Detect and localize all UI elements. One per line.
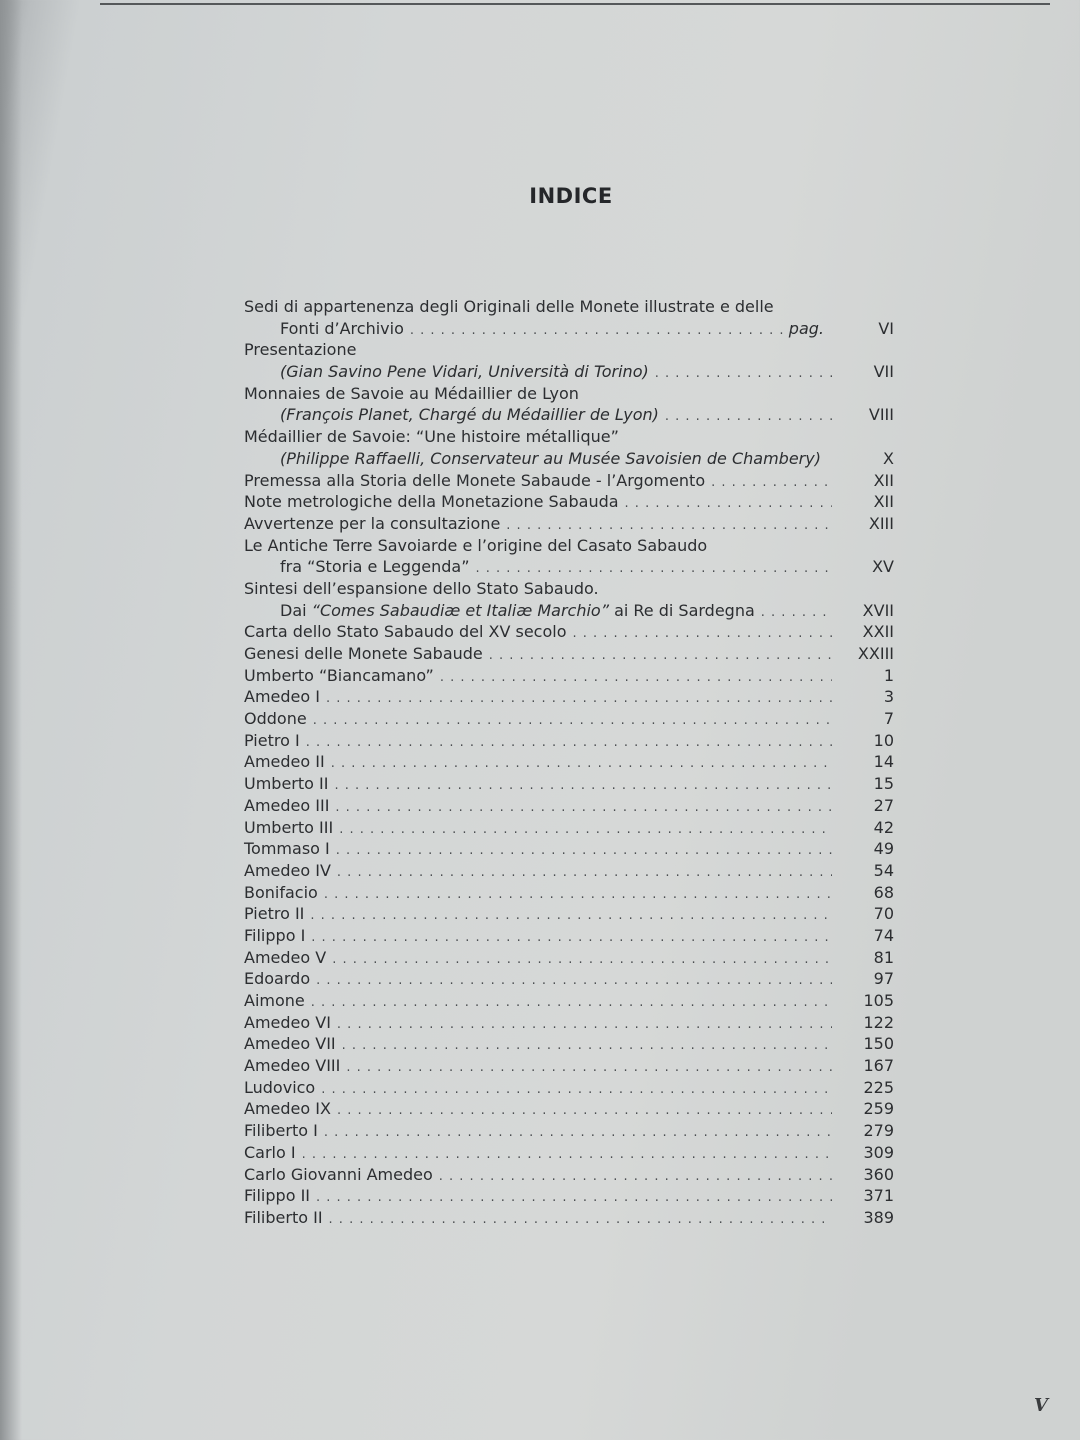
- toc-entry-label-part: ai Re di Sardegna: [608, 600, 755, 620]
- toc-entry: [244, 817, 894, 839]
- toc-entry-label: Avvertenze per la consultazione: [244, 513, 501, 533]
- toc-entry-label: [280, 600, 755, 622]
- dot-leader: [346, 1057, 832, 1079]
- toc-page-number: XXII: [862, 622, 894, 642]
- toc-line: [244, 838, 894, 860]
- toc-line: [244, 795, 894, 817]
- toc-entry-label: Carlo I: [244, 1142, 296, 1162]
- toc-page-number: 150: [863, 1034, 894, 1054]
- dot-leader: [321, 1079, 832, 1101]
- toc-entry-label: Fonti d’Archivio: [280, 318, 404, 338]
- toc-page-number: 68: [873, 882, 894, 902]
- toc-page-number: 225: [863, 1077, 894, 1097]
- toc-line: [244, 448, 894, 470]
- dot-leader: [625, 493, 832, 515]
- toc-line: [244, 730, 894, 752]
- toc-line: [244, 1142, 894, 1164]
- toc-page-number: 371: [863, 1186, 894, 1206]
- toc-entry: [244, 665, 894, 687]
- toc-entry: [244, 513, 894, 535]
- toc-entry: [244, 1033, 894, 1055]
- toc-line: [244, 1098, 894, 1120]
- toc-line: [244, 925, 894, 947]
- toc-page-number: 279: [863, 1121, 894, 1141]
- dot-leader: [302, 1144, 832, 1166]
- page-gutter-shadow: [0, 0, 22, 1440]
- toc-entry-label: Carta dello Stato Sabaudo del XV secolo: [244, 622, 567, 642]
- dot-leader: [332, 949, 832, 971]
- dot-leader: [336, 840, 832, 862]
- dot-leader: [711, 472, 832, 494]
- toc-entry: [244, 643, 894, 665]
- toc-entry-label: Sintesi dell’espansione dello Stato Sabaudo.: [244, 578, 599, 598]
- toc-entry: [244, 383, 894, 426]
- toc-page-number: 10: [873, 730, 894, 750]
- toc-entry-label-emphasis: “Comes Sabaudiæ et Italiæ Marchio”: [311, 600, 609, 620]
- toc-entry: [244, 968, 894, 990]
- toc-page-number: XV: [872, 557, 894, 577]
- toc-page-number: 42: [873, 817, 894, 837]
- toc-entry-label: Aimone: [244, 991, 305, 1010]
- toc-entry: [244, 1142, 894, 1164]
- toc-entry-label: Edoardo: [244, 969, 311, 989]
- toc-line: [244, 968, 894, 990]
- toc-line: [244, 1012, 894, 1034]
- toc-entry: [244, 990, 894, 1012]
- toc-entry-label: Presentazione: [244, 340, 357, 360]
- dot-leader: [311, 992, 832, 1014]
- toc-entry: [244, 535, 894, 578]
- toc-line: [244, 556, 894, 578]
- toc-entry-label: Genesi delle Monete Sabaude: [244, 644, 483, 663]
- toc-line: [244, 600, 894, 622]
- table-of-contents: [244, 296, 894, 1229]
- toc-entry-label: Filippo II: [244, 1186, 310, 1206]
- toc-page-number: 389: [863, 1207, 894, 1227]
- toc-entry-label: Filiberto I: [244, 1121, 318, 1141]
- toc-entry: [244, 708, 894, 730]
- toc-entry-label: Filiberto II: [244, 1207, 323, 1227]
- toc-entry-label: Umberto “Biancamano”: [244, 665, 434, 685]
- toc-line: [244, 1207, 894, 1229]
- dot-leader: [316, 1187, 832, 1209]
- toc-entry: [244, 773, 894, 795]
- toc-entry-label: Premessa alla Storia delle Monete Sabaude - l’Argomento: [244, 470, 706, 490]
- toc-entry-label: Amedeo VIII: [244, 1056, 341, 1076]
- page-folio: V: [1034, 1395, 1048, 1416]
- toc-entry: [244, 1185, 894, 1207]
- toc-line: [244, 773, 894, 795]
- toc-line: [244, 404, 894, 426]
- toc-entry: [244, 860, 894, 882]
- toc-entry-label: Umberto III: [244, 817, 334, 837]
- toc-entry-label: Le Antiche Terre Savoiarde e l’origine del Casato Sabaudo: [244, 535, 708, 555]
- toc-entry: [244, 730, 894, 752]
- toc-entry: [244, 882, 894, 904]
- toc-page-number: 97: [873, 969, 894, 989]
- toc-entry-label: Carlo Giovanni Amedeo: [244, 1164, 433, 1184]
- toc-entry: [244, 1164, 894, 1186]
- dot-leader: [339, 819, 832, 841]
- dot-leader: [475, 558, 832, 580]
- dot-leader: [313, 710, 832, 732]
- toc-entry-label: Amedeo IX: [244, 1099, 331, 1119]
- toc-line: [244, 383, 894, 405]
- dot-leader: [337, 1014, 832, 1036]
- toc-line: [244, 882, 894, 904]
- toc-page-number: 27: [873, 795, 894, 815]
- dot-leader: [331, 753, 832, 775]
- toc-entry-label: (François Planet, Chargé du Médaillier de Lyon): [280, 405, 659, 425]
- dot-leader: [665, 406, 832, 428]
- toc-entry: [244, 795, 894, 817]
- toc-page-number: VI: [878, 318, 894, 338]
- dot-leader: [440, 667, 832, 689]
- toc-page-number: X: [883, 448, 894, 468]
- dot-leader: [311, 927, 832, 949]
- toc-line: [244, 318, 894, 340]
- toc-entry: [244, 903, 894, 925]
- dot-leader: [761, 602, 832, 624]
- toc-entry-label-part: Dai: [280, 600, 312, 620]
- toc-entry: [244, 1120, 894, 1142]
- toc-entry-label: Tommaso I: [244, 839, 330, 859]
- toc-entry: [244, 339, 894, 382]
- toc-page-number: 15: [873, 774, 894, 794]
- toc-line: [244, 535, 894, 557]
- toc-page-number: XXIII: [857, 644, 894, 663]
- toc-line: [244, 903, 894, 925]
- dot-leader: [337, 1100, 832, 1122]
- dot-leader: [342, 1035, 832, 1057]
- dot-leader: [655, 363, 832, 385]
- dot-leader: [316, 970, 832, 992]
- toc-line: [244, 686, 894, 708]
- toc-line: [244, 1164, 894, 1186]
- toc-entry-label: Amedeo IV: [244, 860, 331, 880]
- toc-line: [244, 860, 894, 882]
- toc-entry-label: Amedeo I: [244, 687, 320, 707]
- toc-entry: [244, 426, 894, 469]
- toc-entry: [244, 925, 894, 947]
- toc-entry-label: Note metrologiche della Monetazione Sabauda: [244, 492, 619, 512]
- dot-leader: [324, 884, 832, 906]
- toc-page-number: VII: [873, 362, 894, 382]
- toc-entry-label: Amedeo VII: [244, 1034, 336, 1054]
- toc-line: [244, 296, 894, 318]
- toc-page-number: 74: [873, 925, 894, 945]
- toc-entry-label: Ludovico: [244, 1077, 316, 1097]
- dot-leader: [306, 732, 832, 754]
- dot-leader: [324, 1122, 832, 1144]
- toc-page-number: 81: [873, 947, 894, 967]
- toc-page-number: XIII: [868, 513, 894, 533]
- toc-entry-label: Amedeo II: [244, 752, 325, 772]
- toc-line: [244, 990, 894, 1012]
- dot-leader: [572, 623, 832, 645]
- toc-page-number: 14: [873, 752, 894, 772]
- toc-entry-label: (Gian Savino Pene Vidari, Università di Torino): [280, 362, 649, 382]
- toc-entry: [244, 1077, 894, 1099]
- toc-page-number: 259: [863, 1099, 894, 1119]
- dot-leader: [329, 1209, 832, 1231]
- toc-page-number: XII: [873, 470, 894, 490]
- toc-entry-label: Bonifacio: [244, 882, 318, 902]
- toc-entry-label: (Philippe Raffaelli, Conservateur au Musée Savoisien de Chambery): [280, 448, 821, 468]
- dot-leader: [410, 320, 783, 342]
- toc-entry: [244, 1098, 894, 1120]
- toc-line: [244, 513, 894, 535]
- toc-line: [244, 643, 894, 665]
- toc-entry-label: Amedeo VI: [244, 1012, 331, 1032]
- toc-entry-label: Amedeo V: [244, 947, 327, 967]
- toc-page-number: VIII: [868, 405, 894, 425]
- toc-page-number: 3: [883, 687, 894, 707]
- dot-leader: [439, 1166, 832, 1188]
- toc-entry: [244, 947, 894, 969]
- toc-line: [244, 1077, 894, 1099]
- toc-page-number: 54: [873, 860, 894, 880]
- toc-line: [244, 817, 894, 839]
- toc-entry-label: Amedeo III: [244, 795, 330, 815]
- toc-line: [244, 578, 894, 600]
- toc-entry-label: Sedi di appartenenza degli Originali delle Monete illustrate e delle: [244, 297, 774, 316]
- toc-entry: [244, 751, 894, 773]
- toc-line: [244, 491, 894, 513]
- dot-leader: [335, 797, 832, 819]
- toc-line: [244, 947, 894, 969]
- toc-entry-label: Oddone: [244, 709, 307, 729]
- toc-page-number: 122: [863, 1012, 894, 1032]
- dot-leader: [326, 688, 832, 710]
- toc-entry: [244, 621, 894, 643]
- dot-leader: [310, 905, 832, 927]
- toc-entry: [244, 470, 894, 492]
- toc-entry-label: Filippo I: [244, 925, 306, 945]
- dot-leader: [337, 862, 832, 884]
- toc-page-number: 49: [873, 839, 894, 859]
- toc-line: [244, 708, 894, 730]
- toc-page-number: 70: [873, 904, 894, 924]
- toc-line: [244, 339, 894, 361]
- toc-entry: [244, 1207, 894, 1229]
- dot-leader: [489, 645, 832, 667]
- toc-line: [244, 470, 894, 492]
- toc-entry: [244, 296, 894, 339]
- toc-entry-label: Pietro I: [244, 730, 300, 750]
- toc-entry-label: Médaillier de Savoie: “Une histoire métallique”: [244, 427, 619, 447]
- dot-leader: [334, 775, 832, 797]
- toc-page-number: XVII: [862, 600, 894, 620]
- toc-line: [244, 1120, 894, 1142]
- toc-entry: [244, 1055, 894, 1077]
- toc-page-number: 309: [863, 1142, 894, 1162]
- toc-line: [244, 751, 894, 773]
- toc-page-number: 105: [863, 991, 894, 1010]
- toc-page-number: 1: [883, 665, 894, 685]
- toc-line: [244, 665, 894, 687]
- toc-entry: [244, 686, 894, 708]
- pag-label: pag.: [788, 318, 824, 338]
- toc-entry: [244, 838, 894, 860]
- toc-line: [244, 1055, 894, 1077]
- toc-line: [244, 361, 894, 383]
- toc-line: [244, 1185, 894, 1207]
- toc-page-number: 7: [883, 709, 894, 729]
- toc-entry-label: Monnaies de Savoie au Médaillier de Lyon: [244, 383, 579, 403]
- toc-entry: [244, 491, 894, 513]
- toc-line: [244, 1033, 894, 1055]
- toc-entry-label: Umberto II: [244, 774, 329, 794]
- page-title: INDICE: [529, 184, 613, 208]
- top-rule: [100, 3, 1050, 5]
- toc-line: [244, 621, 894, 643]
- toc-entry: [244, 578, 894, 621]
- toc-entry-label: Pietro II: [244, 904, 305, 924]
- toc-line: [244, 426, 894, 448]
- toc-page-number: 167: [863, 1056, 894, 1076]
- toc-page-number: 360: [863, 1164, 894, 1184]
- toc-page-number: XII: [873, 492, 894, 512]
- toc-entry-label: fra “Storia e Leggenda”: [280, 557, 470, 577]
- toc-entry: [244, 1012, 894, 1034]
- dot-leader: [506, 515, 832, 537]
